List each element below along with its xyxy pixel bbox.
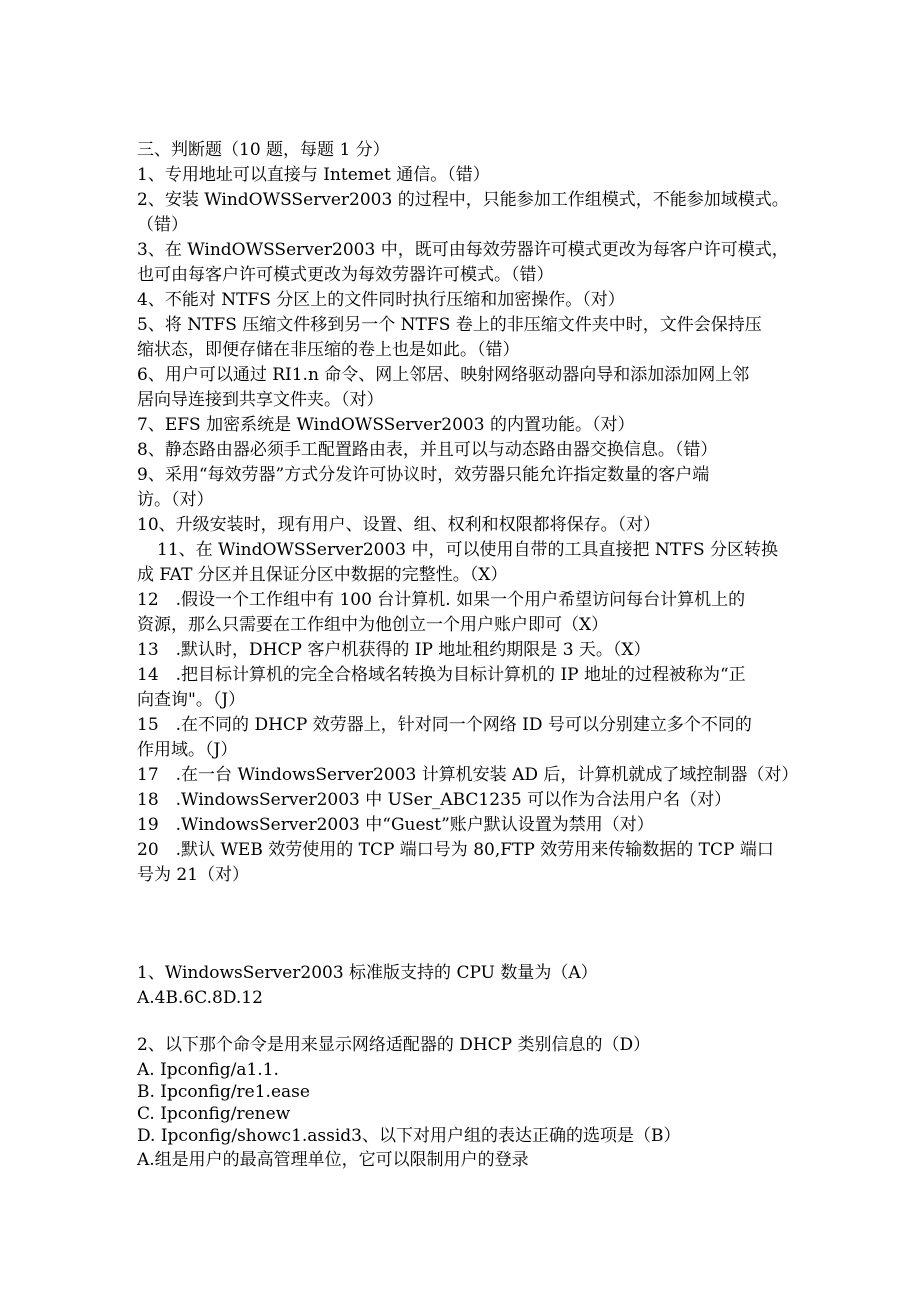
mc-option: B. Ipconfig/re1.ease bbox=[137, 1082, 310, 1102]
tf-line: 19 .WindowsServer2003 中“Guest”账户默认设置为禁用（对） bbox=[137, 815, 654, 835]
mc-option: D. Ipconfig/showc1.assid3、以下对用户组的表达正确的选项是（B） bbox=[137, 1126, 681, 1146]
tf-line: 成 FAT 分区并且保证分区中数据的完整性。（X） bbox=[137, 565, 508, 585]
mc-question-1-options: A.4B.6C.8D.12 bbox=[137, 988, 263, 1008]
tf-line: 居向导连接到共享文件夹。（对） bbox=[137, 390, 384, 410]
tf-line: 6、用户可以通过 RI1.n 命令、网上邻居、映射网络驱动器向导和添加添加网上邻 bbox=[137, 365, 750, 385]
tf-line: 20 .默认 WEB 效劳使用的 TCP 端口号为 80,FTP 效劳用来传输数据的 TCP 端口 bbox=[137, 840, 774, 860]
tf-line: 5、将 NTFS 压缩文件移到另一个 NTFS 卷上的非压缩文件夹中时，文件会保持压 bbox=[137, 315, 762, 335]
mc-option: A.组是用户的最高管理单位，它可以限制用户的登录 bbox=[137, 1150, 529, 1170]
mc-question-1: 1、WindowsServer2003 标准版支持的 CPU 数量为（A） bbox=[137, 963, 598, 983]
tf-line: 资源，那么只需要在工作组中为他创立一个用户账户即可（X） bbox=[137, 615, 609, 635]
tf-line: （错） bbox=[137, 215, 188, 235]
tf-line: 15 .在不同的 DHCP 效劳器上，针对同一个网络 ID 号可以分别建立多个不同的 bbox=[137, 715, 752, 735]
tf-line: 访。（对） bbox=[137, 490, 214, 510]
section-title: 三、判断题（10 题，每题 1 分） bbox=[137, 140, 390, 160]
tf-line: 7、EFS 加密系统是 WindOWSServer2003 的内置功能。（对） bbox=[137, 415, 635, 435]
tf-line: 13 .默认时，DHCP 客户机获得的 IP 地址租约期限是 3 天。（X） bbox=[137, 640, 651, 660]
tf-line: 12 .假设一个工作组中有 100 台计算机. 如果一个用户希望访问每台计算机上的 bbox=[137, 590, 746, 610]
tf-line: 2、安装 WindOWSServer2003 的过程中，只能参加工作组模式，不能参加域模式。 bbox=[137, 190, 789, 210]
tf-line: 9、采用“每效劳器”方式分发许可协议时，效劳器只能允许指定数量的客户端 bbox=[137, 465, 710, 485]
tf-line: 也可由每客户许可模式更改为每效劳器许可模式。（错） bbox=[137, 265, 554, 285]
tf-line: 17 .在一台 WindowsServer2003 计算机安装 AD 后，计算机就成了域控制器（对） bbox=[137, 765, 799, 785]
tf-line: 14 .把目标计算机的完全合格域名转换为目标计算机的 IP 地址的过程被称为“正 bbox=[137, 665, 746, 685]
tf-line: 缩状态，即便存储在非压缩的卷上也是如此。（错） bbox=[137, 340, 520, 360]
tf-line: 1、专用地址可以直接与 Intemet 通信。（错） bbox=[137, 165, 490, 185]
tf-line: 18 .WindowsServer2003 中 USer_ABC1235 可以作为合法用户名（对） bbox=[137, 790, 732, 810]
mc-option: C. Ipconfig/renew bbox=[137, 1104, 291, 1124]
tf-line: 号为 21（对） bbox=[137, 865, 250, 885]
tf-line: 4、不能对 NTFS 分区上的文件同时执行压缩和加密操作。（对） bbox=[137, 290, 625, 310]
mc-question-2: 2、以下那个命令是用来显示网络适配器的 DHCP 类别信息的（D） bbox=[137, 1035, 651, 1055]
tf-line: 11、在 WindOWSServer2003 中，可以使用自带的工具直接把 NTFS 分区转换 bbox=[157, 540, 778, 560]
tf-line: 向查询"。（J） bbox=[137, 690, 246, 710]
tf-line: 10、升级安装时，现有用户、设置、组、权利和权限都将保存。（对） bbox=[137, 515, 661, 535]
tf-line: 8、静态路由器必须手工配置路由表，并且可以与动态路由器交换信息。（错） bbox=[137, 440, 718, 460]
mc-option: A. Ipconfig/a1.1. bbox=[137, 1060, 279, 1080]
tf-line: 作用域。（J） bbox=[137, 740, 238, 760]
tf-line: 3、在 WindOWSServer2003 中，既可由每效劳器许可模式更改为每客户许可模式， bbox=[137, 240, 789, 260]
